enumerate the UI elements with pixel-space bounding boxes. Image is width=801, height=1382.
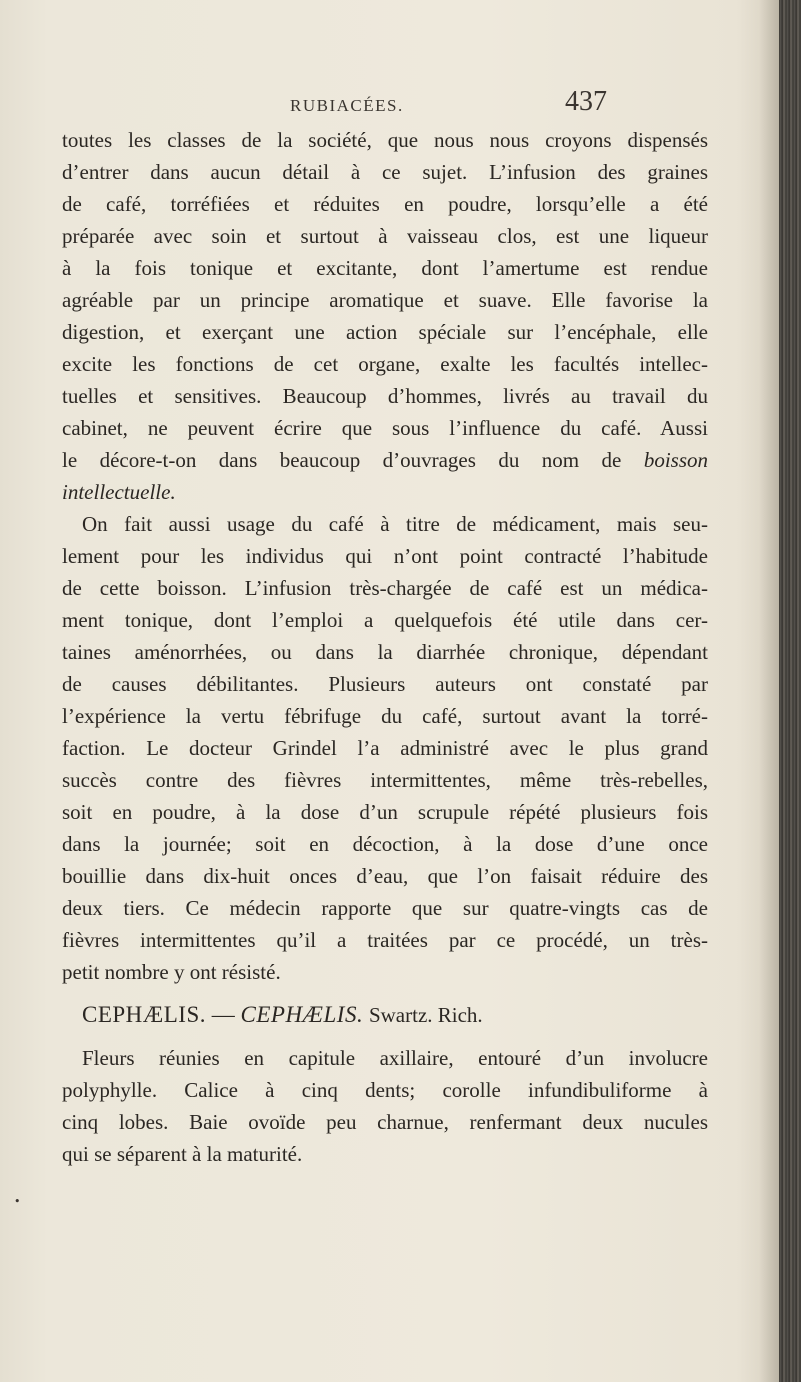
text-line: lement pour les individus qui n’ont point contracté l’habitude — [62, 544, 708, 568]
text-line: digestion, et exerçant une action spéciale sur l’encéphale, elle — [62, 320, 708, 344]
italic-term: boisson — [643, 448, 709, 472]
text-line: agréable par un principe aromatique et suave. Elle favorise la — [62, 288, 708, 312]
text-line: excite les fonctions de cet organe, exalte les facultés intellec- — [62, 352, 708, 376]
text-line: de café, torréfiées et réduites en poudre, lorsqu’elle a été — [62, 192, 708, 216]
text-line: à la fois tonique et excitante, dont l’amertume est rendue — [62, 256, 708, 280]
text-line: soit en poudre, à la dose d’un scrupule répété plusieurs fois — [62, 800, 708, 824]
genus-authors: Swartz. Rich. — [368, 1003, 483, 1027]
text-line: préparée avec soin et surtout à vaisseau clos, est une liqueur — [62, 224, 708, 248]
text-line: dans la journée; soit en décoction, à la dose d’une once — [62, 832, 708, 856]
text-fragment: le décore-t-on dans beaucoup d’ouvrages du nom de — [62, 448, 622, 472]
text-line — [62, 476, 708, 508]
text-line: cinq lobes. Baie ovoïde peu charnue, renfermant deux nucules — [62, 1110, 708, 1134]
binding-shadow — [759, 0, 779, 1382]
genus-name: CEPHÆLIS. — [82, 1002, 206, 1027]
text-line: succès contre des fièvres intermittentes, même très-rebelles, — [62, 768, 708, 792]
text-line: deux tiers. Ce médecin rapporte que sur quatre-vingts cas de — [62, 896, 708, 920]
genus-dash: — — [211, 1002, 235, 1027]
body-text — [62, 124, 708, 1170]
text-line: petit nombre y ont résisté. — [62, 960, 281, 984]
text-line: cabinet, ne peuvent écrire que sous l’influence du café. Aussi — [62, 416, 708, 440]
text-line: ment tonique, dont l’emploi a quelquefois été utile dans cer- — [62, 608, 708, 632]
genus-name-italic: CEPHÆLIS. — [240, 1002, 364, 1027]
running-head: RUBIACÉES. — [290, 96, 404, 115]
text-line: qui se séparent à la maturité. — [62, 1142, 303, 1166]
text-line-with-italic — [62, 444, 708, 476]
text-line: taines aménorrhées, ou dans la diarrhée chronique, dépendant — [62, 640, 708, 664]
book-binding-edge — [779, 0, 801, 1382]
text-line: Fleurs réunies en capitule axillaire, entouré d’un involucre — [82, 1046, 708, 1070]
text-line: fièvres intermittentes qu’il a traitées par ce procédé, un très- — [62, 928, 708, 952]
text-line: polyphylle. Calice à cinq dents; corolle infundibuliforme à — [62, 1078, 708, 1102]
text-line: On fait aussi usage du café à titre de médicament, mais seu- — [82, 512, 708, 536]
text-line: toutes les classes de la société, que nous nous croyons dispensés — [62, 128, 708, 152]
page-number: 437 — [565, 86, 607, 117]
margin-mark: • — [14, 1195, 21, 1208]
text-line: tuelles et sensitives. Beaucoup d’hommes, livrés au travail du — [62, 384, 708, 408]
genus-heading — [62, 998, 708, 1032]
text-line: faction. Le docteur Grindel l’a administré avec le plus grand — [62, 736, 708, 760]
text-line: de cette boisson. L’infusion très-chargée de café est un médica- — [62, 576, 708, 600]
text-line: d’entrer dans aucun détail à ce sujet. L’infusion des graines — [62, 160, 708, 184]
italic-term: intellectuelle. — [62, 480, 176, 504]
text-line: l’expérience la vertu fébrifuge du café, surtout avant la torré- — [62, 704, 708, 728]
text-line: bouillie dans dix-huit onces d’eau, que l’on faisait réduire des — [62, 864, 708, 888]
text-line: de causes débilitantes. Plusieurs auteurs ont constaté par — [62, 672, 708, 696]
